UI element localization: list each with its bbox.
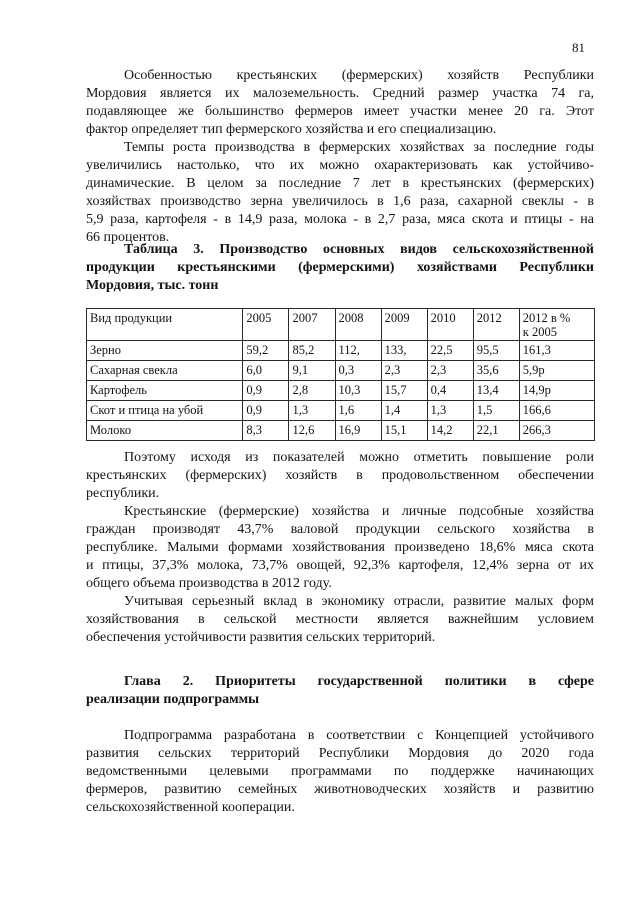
text-line: фактор определяет тип фермерского хозяйства и его специализацию.: [86, 122, 497, 137]
table-cell: 15,1: [381, 421, 427, 441]
table-row: [87, 381, 595, 401]
table-cell: 2,3: [427, 361, 473, 381]
text-line: подавляющее же большинство фермеров имеет участки менее 20 га. Этот: [86, 104, 594, 119]
paragraph-subprogram: [86, 727, 594, 817]
table-cell: 1,3: [289, 401, 335, 421]
table-row: [87, 361, 595, 381]
table-cell: 1,3: [427, 401, 473, 421]
paragraph-growth-rates: [86, 139, 594, 247]
table-cell: 35,6: [473, 361, 519, 381]
text-line: Поэтому исходя из показателей можно отметить повышение роли: [124, 450, 594, 465]
production-table: [86, 308, 595, 441]
text-line: развития сельских территорий Республики Мордовия до 2020 года: [86, 746, 594, 761]
text-line: динамические. В целом за последние 7 лет в крестьянских (фермерских): [86, 176, 594, 191]
chapter-heading: [86, 673, 594, 709]
text-line: Подпрограмма разработана в соответствии с Концепцией устойчивого: [124, 728, 594, 743]
text-line: Мордовия, тыс. тонн: [86, 278, 219, 293]
header-cell-year: 2007: [289, 309, 335, 341]
table-cell: 2,3: [381, 361, 427, 381]
header-cell-percent: [519, 309, 594, 341]
header-percent-line1: 2012 в %: [522, 311, 571, 325]
text-line: реализации подпрограммы: [86, 692, 260, 707]
table-cell: Сахарная свекла: [87, 361, 243, 381]
table-cell: 22,5: [427, 341, 473, 361]
table-cell: 15,7: [381, 381, 427, 401]
header-cell-year: 2005: [243, 309, 289, 341]
header-cell-year: 2012: [473, 309, 519, 341]
table-cell: 14,9р: [519, 381, 594, 401]
text-line: республики.: [86, 486, 160, 501]
table-row: [87, 401, 595, 421]
table-cell: Молоко: [87, 421, 243, 441]
paragraph-production-share: [86, 503, 594, 593]
table-cell: 16,9: [335, 421, 381, 441]
text-line: фермеров, развитию семейных животноводческих хозяйств и развитию: [86, 782, 594, 797]
paragraph-farm-features: [86, 67, 594, 139]
paragraph-role-increase: [86, 449, 594, 503]
text-line: Темпы роста производства в фермерских хозяйствах за последние годы: [124, 140, 594, 155]
table-cell: 9,1: [289, 361, 335, 381]
text-line: обеспечения устойчивости развития сельских территорий.: [86, 630, 436, 645]
table-cell: 0,9: [243, 401, 289, 421]
table-cell: 85,2: [289, 341, 335, 361]
table-cell: 10,3: [335, 381, 381, 401]
text-line: Глава 2. Приоритеты государственной политики в сфере: [124, 674, 594, 689]
text-line: Особенностью крестьянских (фермерских) хозяйств Республики: [124, 68, 594, 83]
text-line: увеличились настолько, что их можно охарактеризовать как устойчиво-: [86, 158, 594, 173]
table-cell: 22,1: [473, 421, 519, 441]
table-title: [86, 241, 594, 295]
text-line: Учитывая серьезный вклад в экономику отрасли, развитие малых форм: [124, 594, 594, 609]
table-cell: 161,3: [519, 341, 594, 361]
text-line: хозяйствования в сельской местности является важнейшим условием: [86, 612, 594, 627]
text-line: 66 процентов.: [86, 230, 170, 245]
text-line: общего объема производства в 2012 году.: [86, 576, 332, 591]
header-cell-year: 2009: [381, 309, 427, 341]
table-cell: Картофель: [87, 381, 243, 401]
table-cell: 5,9р: [519, 361, 594, 381]
text-line: республике. Малыми формами хозяйствования произведено 18,6% мяса скота: [86, 540, 594, 555]
paragraph-small-forms: [86, 593, 594, 647]
table-cell: Зерно: [87, 341, 243, 361]
table-cell: 0,4: [427, 381, 473, 401]
table-cell: 1,6: [335, 401, 381, 421]
table-cell: 133,: [381, 341, 427, 361]
text-line: и птицы, 37,3% молока, 73,7% овощей, 92,3% картофеля, 12,4% зерна от их: [86, 558, 594, 573]
text-line: крестьянских (фермерских) хозяйств в продовольственном обеспечении: [86, 468, 594, 483]
page-number: 81: [572, 40, 585, 55]
text-line: 5,9 раза, картофеля - в 14,9 раза, молока - в 2,7 раза, мяса скота и птицы - на: [86, 212, 594, 227]
table-cell: 13,4: [473, 381, 519, 401]
text-line: сельскохозяйственной кооперации.: [86, 800, 295, 815]
table-cell: 6,0: [243, 361, 289, 381]
table-cell: 166,6: [519, 401, 594, 421]
table-row: [87, 341, 595, 361]
table-cell: 266,3: [519, 421, 594, 441]
table-cell: 1,4: [381, 401, 427, 421]
text-line: хозяйствах производство зерна увеличилось в 1,6 раза, сахарной свеклы - в: [86, 194, 594, 209]
header-cell-year: 2008: [335, 309, 381, 341]
table-row: [87, 421, 595, 441]
table-cell: 0,9: [243, 381, 289, 401]
table-header-row: [87, 309, 595, 341]
table-cell: 1,5: [473, 401, 519, 421]
text-line: Таблица 3. Производство основных видов сельскохозяйственной: [124, 242, 594, 257]
table-cell: 95,5: [473, 341, 519, 361]
text-line: Мордовия является их малоземельность. Средний размер участка 74 га,: [86, 86, 594, 101]
table-cell: Скот и птица на убой: [87, 401, 243, 421]
table-cell: 112,: [335, 341, 381, 361]
table-cell: 2,8: [289, 381, 335, 401]
table-cell: 8,3: [243, 421, 289, 441]
table-cell: 14,2: [427, 421, 473, 441]
text-line: продукции крестьянскими (фермерскими) хозяйствами Республики: [86, 260, 594, 275]
header-cell-product: Вид продукции: [87, 309, 243, 341]
text-line: Крестьянские (фермерские) хозяйства и личные подсобные хозяйства: [124, 504, 594, 519]
table-cell: 12,6: [289, 421, 335, 441]
header-percent-line2: к 2005: [522, 325, 557, 339]
text-line: граждан производят 43,7% валовой продукции сельского хозяйства в: [86, 522, 594, 537]
table-cell: 0,3: [335, 361, 381, 381]
text-line: ведомственными целевыми программами по поддержке начинающих: [86, 764, 594, 779]
table-cell: 59,2: [243, 341, 289, 361]
header-cell-year: 2010: [427, 309, 473, 341]
